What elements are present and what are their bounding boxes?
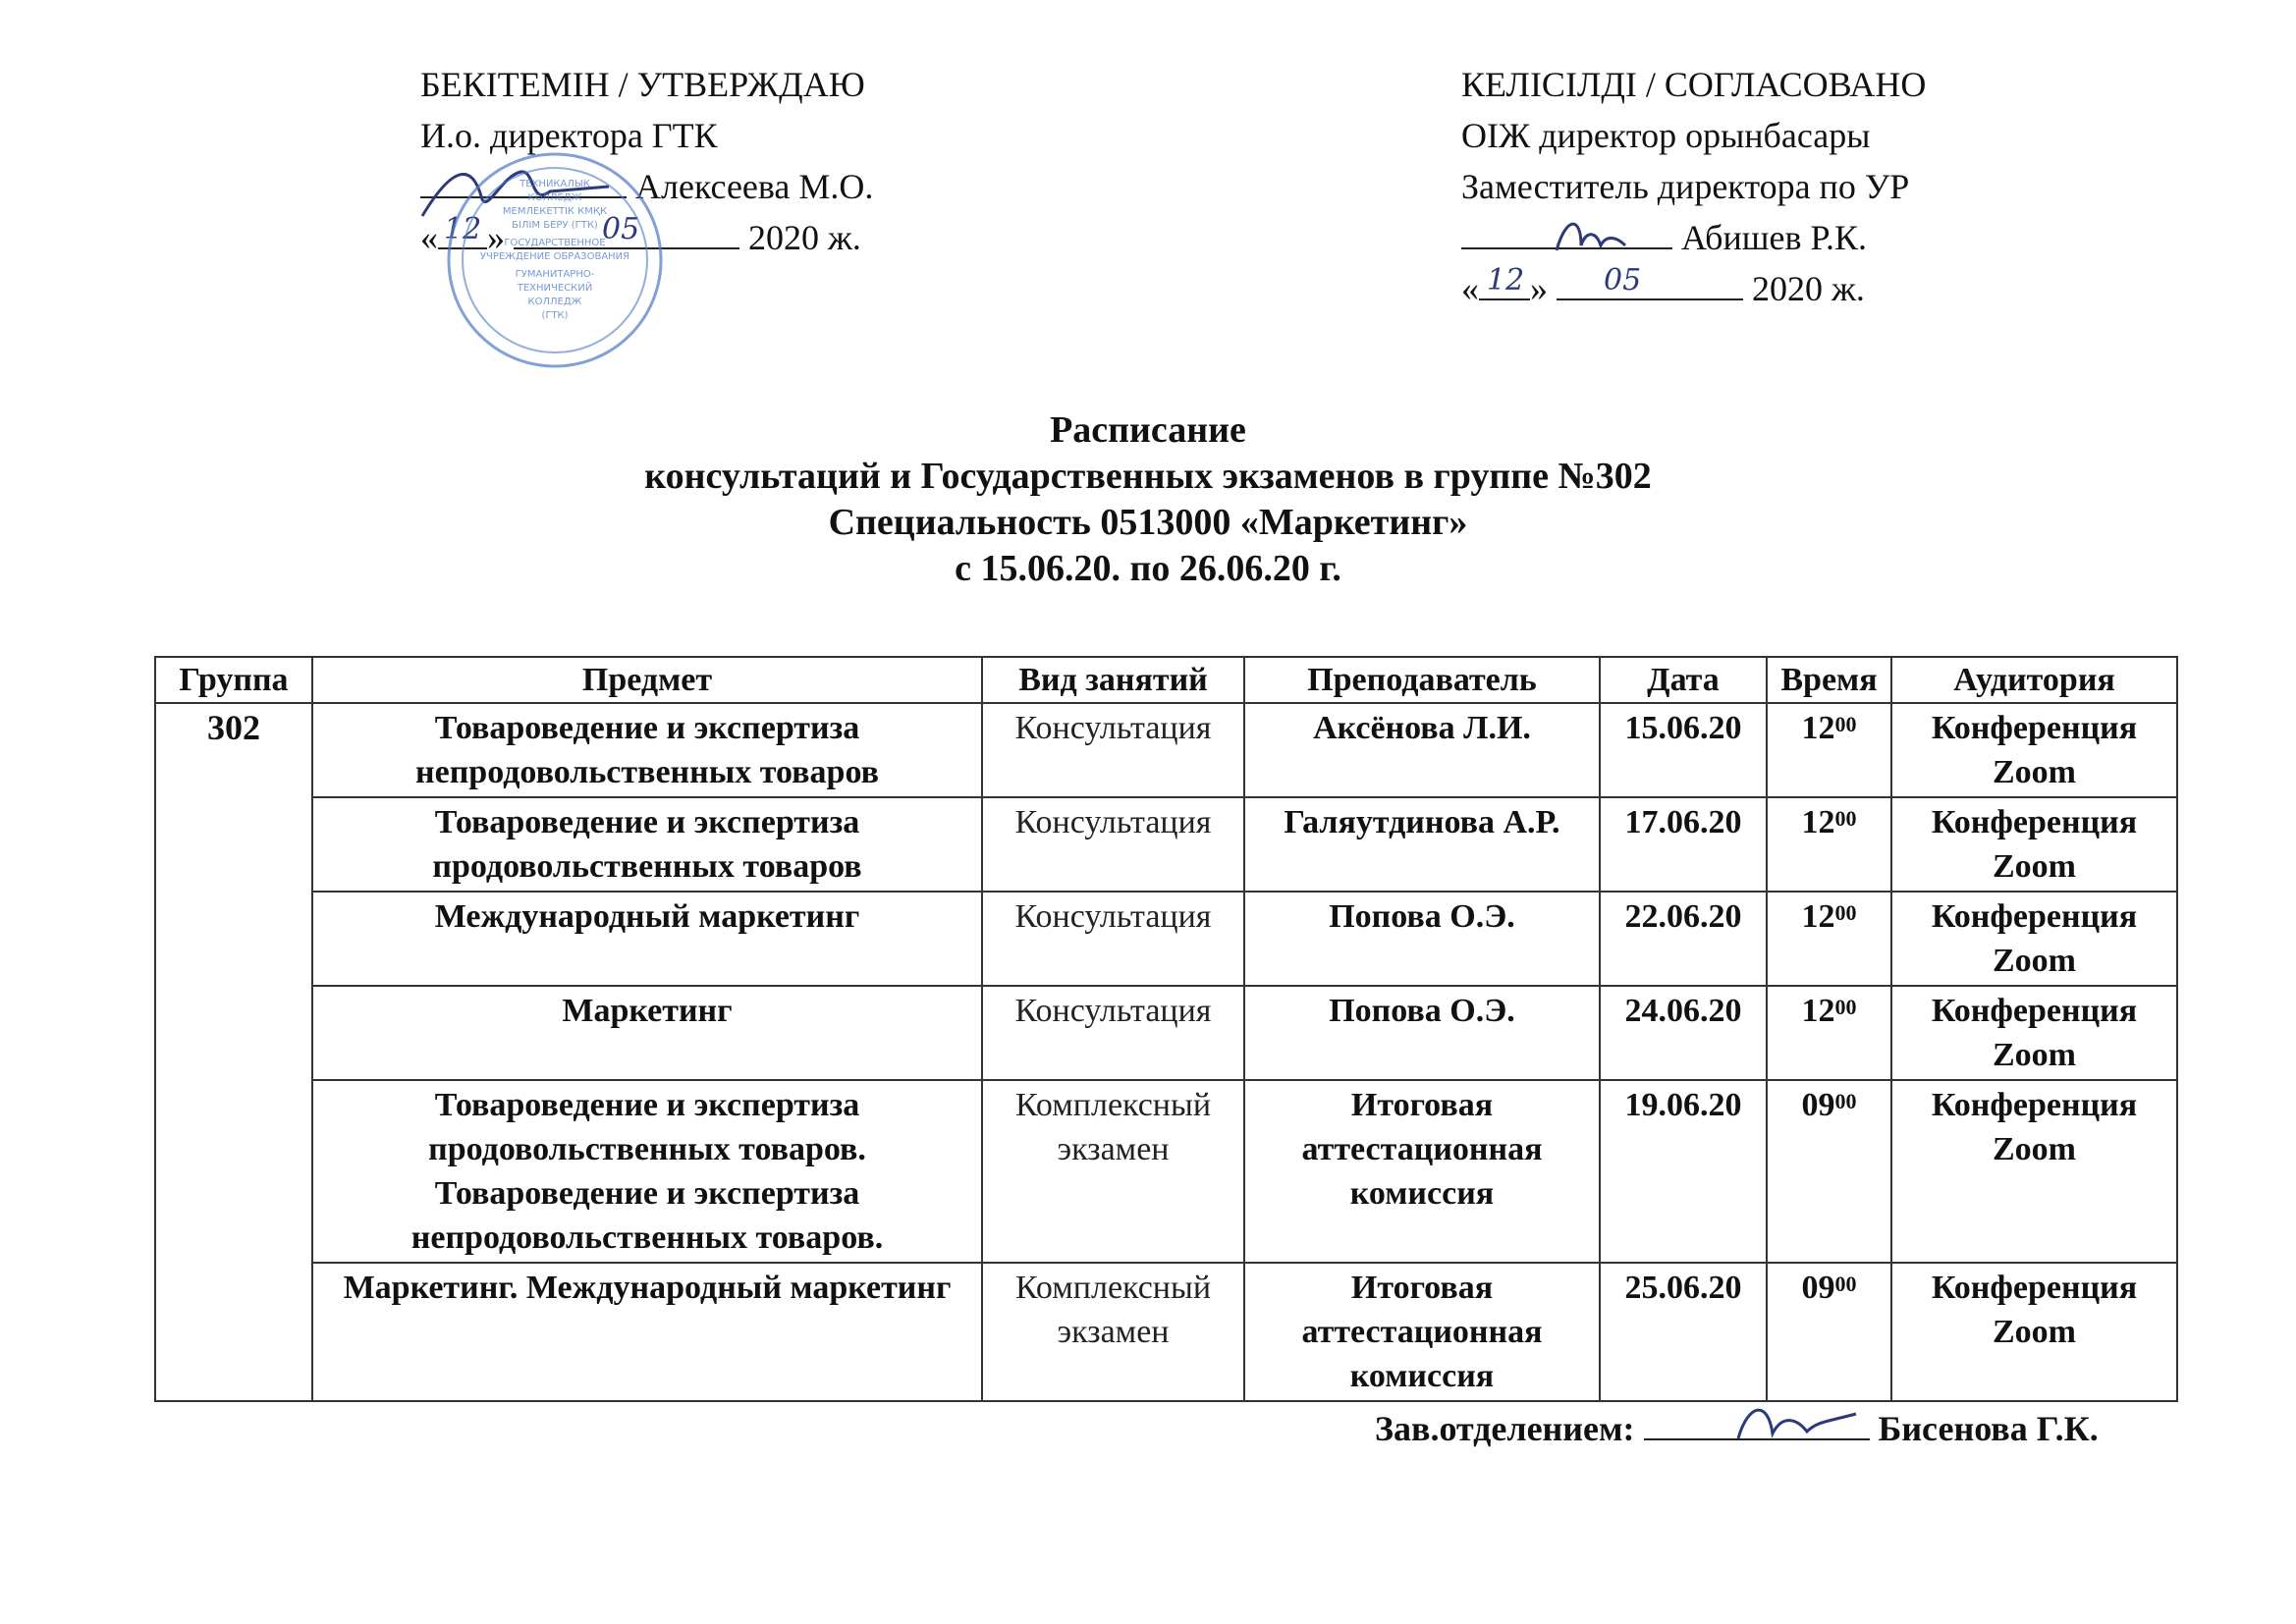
table-row [155, 1080, 2177, 1263]
stamp-line: УЧРЕЖДЕНИЕ ОБРАЗОВАНИЯ [479, 251, 630, 262]
stamp-line: (ГТК) [541, 310, 569, 321]
col-header-teacher: Преподаватель [1244, 657, 1600, 703]
agreement-position-ru: Заместитель директора по УР [1461, 167, 1910, 206]
stamp-line: ТЕХНИЧЕСКИЙ [517, 283, 593, 294]
agreement-month: 05 [1604, 263, 1642, 298]
room-cell: Конференция Zoom [1891, 1263, 2177, 1401]
document-title [0, 407, 2296, 592]
room-cell: Конференция Zoom [1891, 986, 2177, 1080]
subject-cell: Маркетинг. Международный маркетинг [312, 1263, 982, 1401]
table-row [155, 703, 2177, 797]
title-line-2: консультаций и Государственных экзаменов в группе №302 [644, 456, 1652, 497]
type-cell: Комплексный экзамен [982, 1263, 1244, 1401]
agreement-year: 2020 ж. [1752, 269, 1865, 308]
table-header-row [155, 657, 2177, 703]
time-cell: $09^{00}$ [1767, 1263, 1891, 1401]
approval-year: 2020 ж. [748, 218, 861, 257]
stamp-line: МЕМЛЕКЕТТІК КМҚК [502, 206, 608, 217]
stamp-line: ГОСУДАРСТВЕННОЕ [504, 238, 606, 248]
official-stamp [417, 147, 692, 373]
subject-cell: Товароведение и экспертиза продовольственных товаров [312, 797, 982, 892]
agreement-heading: КЕЛІСІЛДІ / СОГЛАСОВАНО [1461, 65, 1927, 104]
table-row [155, 986, 2177, 1080]
footer-label: Зав.отделением: [1375, 1409, 1635, 1448]
agreement-date-line: « 12 » 05 2020 ж. [1461, 263, 1926, 314]
room-cell: Конференция Zoom [1891, 1080, 2177, 1263]
stamp-line: БІЛІМ БЕРУ (ГТК) [512, 220, 598, 231]
approval-date-line: « 12 » 05 2020 ж. [420, 212, 873, 263]
stamp-line: ТЕХНИКАЛЫҚ [519, 179, 590, 189]
head-signature [1728, 1394, 1866, 1453]
type-cell: Консультация [982, 892, 1244, 986]
type-cell: Консультация [982, 703, 1244, 797]
deputy-signature [1552, 211, 1669, 260]
col-header-room: Аудитория [1891, 657, 2177, 703]
table-row [155, 797, 2177, 892]
col-header-subject: Предмет [312, 657, 982, 703]
col-header-date: Дата [1600, 657, 1767, 703]
col-header-time: Время [1767, 657, 1891, 703]
subject-cell: Товароведение и экспертиза непродовольственных товаров [312, 703, 982, 797]
date-cell: 15.06.20 [1600, 703, 1767, 797]
room-cell: Конференция Zoom [1891, 797, 2177, 892]
teacher-cell: Галяутдинова А.Р. [1244, 797, 1600, 892]
type-cell: Комплексный экзамен [982, 1080, 1244, 1263]
teacher-cell: Попова О.Э. [1244, 892, 1600, 986]
agreement-name: Абишев Р.К. [1681, 218, 1867, 257]
col-header-type: Вид занятий [982, 657, 1244, 703]
teacher-cell: Аксёнова Л.И. [1244, 703, 1600, 797]
approval-heading: БЕКІТЕМІН / УТВЕРЖДАЮ [420, 65, 865, 104]
table-row [155, 892, 2177, 986]
time-cell: $12^{00}$ [1767, 986, 1891, 1080]
time-cell: $12^{00}$ [1767, 703, 1891, 797]
date-cell: 25.06.20 [1600, 1263, 1767, 1401]
teacher-cell: Итоговая аттестационная комиссия [1244, 1080, 1600, 1263]
subject-cell: Международный маркетинг [312, 892, 982, 986]
title-line-1: Расписание [1050, 409, 1246, 451]
date-cell: 24.06.20 [1600, 986, 1767, 1080]
schedule-table [154, 656, 2178, 1402]
room-cell: Конференция Zoom [1891, 892, 2177, 986]
stamp-line: КОЛЛЕДЖ [527, 192, 582, 203]
approval-name: Алексеева М.О. [635, 167, 874, 206]
date-cell: 22.06.20 [1600, 892, 1767, 986]
agreement-signature-line [1461, 212, 1926, 263]
stamp-line: ГУМАНИТАРНО- [515, 269, 595, 280]
type-cell: Консультация [982, 986, 1244, 1080]
agreement-block [1461, 59, 1926, 314]
approval-position: И.о. директора ГТК [420, 116, 718, 155]
approval-day: 12 [444, 212, 482, 246]
group-cell: 302 [155, 703, 312, 1401]
table-row [155, 1263, 2177, 1401]
teacher-cell: Итоговая аттестационная комиссия [1244, 1263, 1600, 1401]
subject-cell: Товароведение и экспертиза продовольственных товаров. Товароведение и экспертиза непродовольственных товаров. [312, 1080, 982, 1263]
agreement-position-kz: ОІЖ директор орынбасары [1461, 116, 1871, 155]
title-line-4: с 15.06.20. по 26.06.20 г. [955, 548, 1341, 589]
type-cell: Консультация [982, 797, 1244, 892]
time-cell: $09^{00}$ [1767, 1080, 1891, 1263]
time-cell: $12^{00}$ [1767, 892, 1891, 986]
agreement-day: 12 [1487, 263, 1525, 298]
subject-cell: Маркетинг [312, 986, 982, 1080]
col-header-group: Группа [155, 657, 312, 703]
date-cell: 19.06.20 [1600, 1080, 1767, 1263]
footer-name: Бисенова Г.К. [1878, 1409, 2099, 1448]
time-cell: $12^{00}$ [1767, 797, 1891, 892]
stamp-line: КОЛЛЕДЖ [527, 297, 582, 307]
teacher-cell: Попова О.Э. [1244, 986, 1600, 1080]
title-line-3: Специальность 0513000 «Маркетинг» [828, 502, 1468, 543]
approval-month: 05 [602, 212, 640, 246]
room-cell: Конференция Zoom [1891, 703, 2177, 797]
date-cell: 17.06.20 [1600, 797, 1767, 892]
